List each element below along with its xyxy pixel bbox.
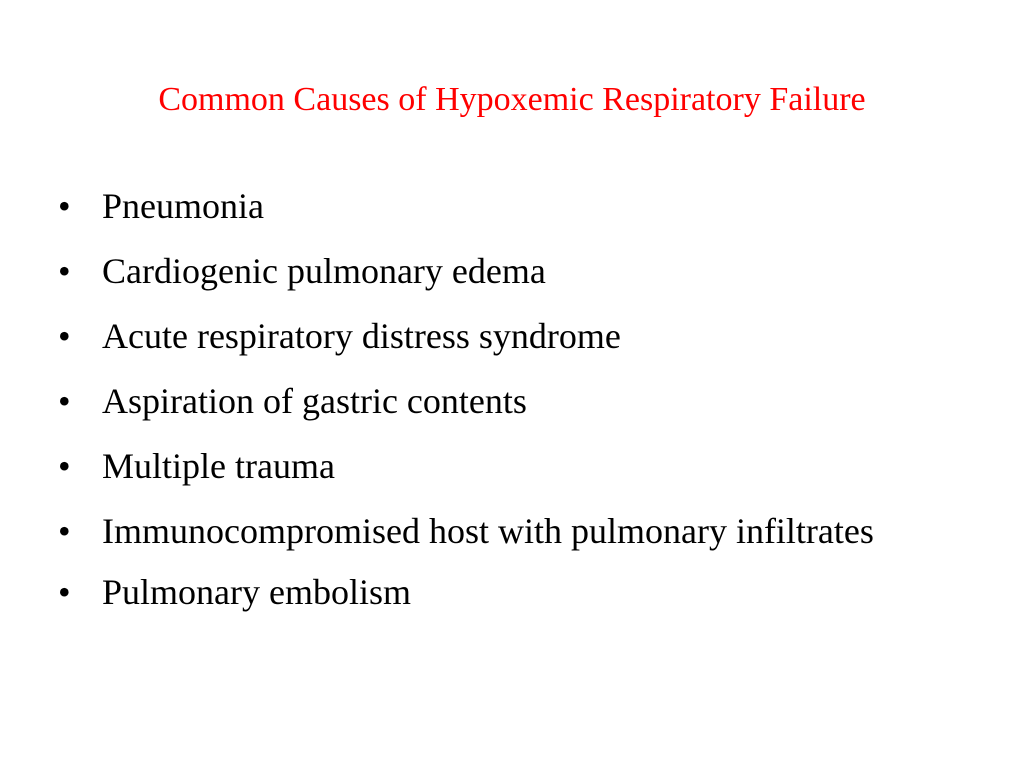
- bullet-text: Pneumonia: [102, 186, 264, 226]
- list-item: [58, 251, 958, 292]
- bullet-text: Aspiration of gastric contents: [102, 381, 527, 421]
- list-item: [58, 446, 958, 487]
- bullet-icon: •: [58, 251, 71, 291]
- list-item: [58, 572, 958, 613]
- slide-title: Common Causes of Hypoxemic Respiratory Failure: [158, 81, 866, 118]
- bullet-icon: •: [58, 186, 71, 226]
- bullet-icon: •: [58, 511, 71, 551]
- bullet-icon: •: [58, 446, 71, 486]
- bullet-text: Immunocompromised host with pulmonary infiltrates: [102, 511, 874, 551]
- bullet-text: Multiple trauma: [102, 446, 335, 486]
- list-item: [58, 186, 958, 227]
- list-item: [58, 316, 958, 357]
- bullet-icon: •: [58, 316, 71, 356]
- list-item: [58, 511, 958, 552]
- bullet-icon: •: [58, 572, 71, 612]
- bullet-icon: •: [58, 381, 71, 421]
- bullet-text: Cardiogenic pulmonary edema: [102, 251, 546, 291]
- list-item: [58, 381, 958, 422]
- bullet-text: Pulmonary embolism: [102, 572, 411, 612]
- bullet-list: [58, 186, 958, 637]
- bullet-text: Acute respiratory distress syndrome: [102, 316, 621, 356]
